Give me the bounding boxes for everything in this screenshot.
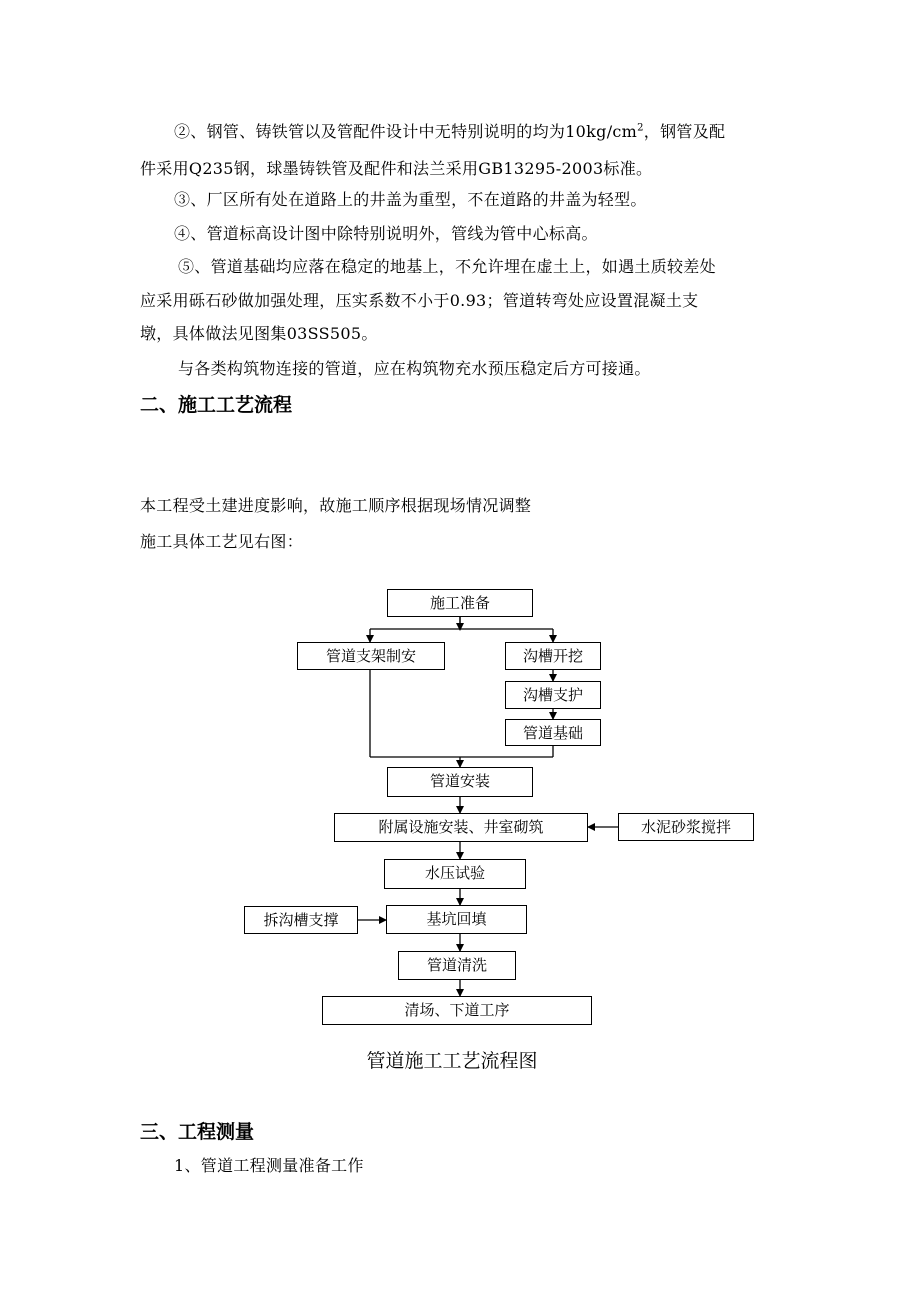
flow-step-pipe-cleaning: 管道清洗 <box>398 951 516 980</box>
paragraph-item5-line3: 墩，具体做法见图集03SS505。 <box>140 324 378 343</box>
section3-heading: 三、工程测量 <box>140 1121 255 1143</box>
flow-step-pressure-test: 水压试验 <box>384 859 526 889</box>
paragraph-item5-line1: ⑤、管道基础均应落在稳定的地基上，不允许埋在虚土上，如遇土质较差处 <box>178 257 716 276</box>
flowchart-caption: 管道施工工艺流程图 <box>366 1050 538 1072</box>
section3-item1: 1、管道工程测量准备工作 <box>174 1156 364 1175</box>
flow-step-auxiliary-install: 附属设施安装、井室砌筑 <box>334 813 588 842</box>
paragraph-item3: ③、厂区所有处在道路上的井盖为重型，不在道路的井盖为轻型。 <box>174 190 647 209</box>
paragraph-item2-line2: 件采用Q235钢，球墨铸铁管及配件和法兰采用GB13295-2003标准。 <box>140 159 653 178</box>
flow-step-backfill: 基坑回填 <box>386 905 527 934</box>
flow-step-trench-support: 沟槽支护 <box>505 681 601 709</box>
section2-text1: 本工程受土建进度影响，故施工顺序根据现场情况调整 <box>140 496 532 515</box>
section2-heading: 二、施工工艺流程 <box>140 394 293 416</box>
flow-step-pipe-foundation: 管道基础 <box>505 719 601 746</box>
flow-step-remove-support: 拆沟槽支撑 <box>244 906 358 934</box>
flow-step-pipe-installation: 管道安装 <box>387 767 533 797</box>
paragraph-item2-line1: ②、钢管、铸铁管以及管配件设计中无特别说明的均为$10kg/cm^2$，钢管及配 <box>174 122 726 141</box>
flow-step-prepare: 施工准备 <box>387 589 533 617</box>
section2-text2: 施工具体工艺见右图： <box>140 532 304 551</box>
flow-step-site-clear: 清场、下道工序 <box>322 996 592 1025</box>
paragraph-connection-note: 与各类构筑物连接的管道，应在构筑物充水预压稳定后方可接通。 <box>178 359 651 378</box>
flow-step-support-fabrication: 管道支架制安 <box>297 642 445 670</box>
flow-step-mortar-mixing: 水泥砂浆搅拌 <box>618 813 754 841</box>
paragraph-item5-line2: 应采用砾石砂做加强处理，压实系数不小于0.93；管道转弯处应设置混凝土支 <box>140 291 699 310</box>
paragraph-item4: ④、管道标高设计图中除特别说明外，管线为管中心标高。 <box>174 224 598 243</box>
flow-step-trench-excavation: 沟槽开挖 <box>505 642 601 670</box>
